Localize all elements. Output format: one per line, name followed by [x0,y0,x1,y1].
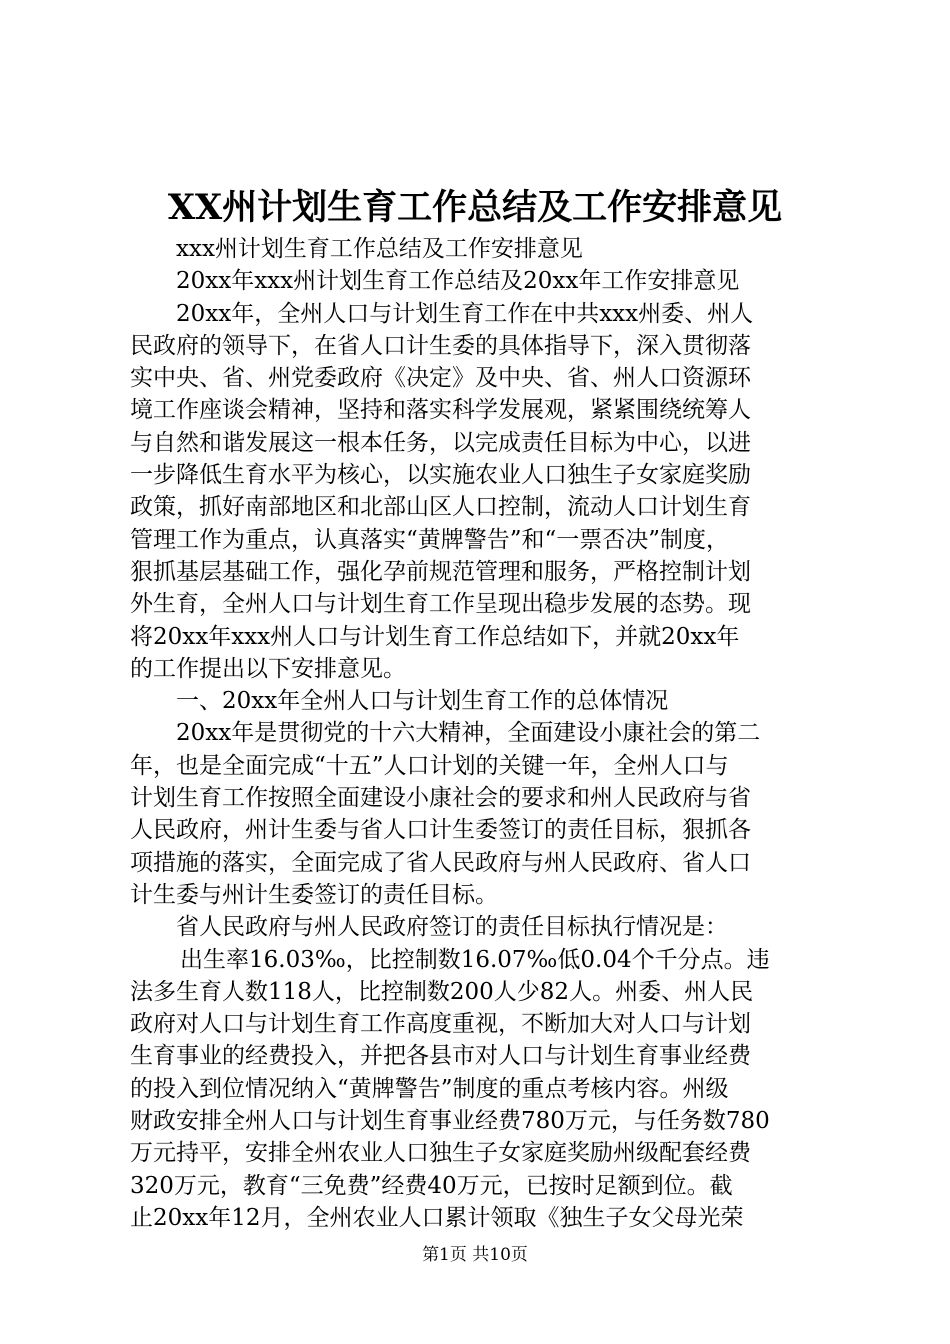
body-line: 的工作提出以下安排意见。 [130,655,406,682]
body-line: 项措施的落实，全面完成了省人民政府与州人民政府、省人口 [130,849,751,876]
body-line: 民政府的领导下，在省人口计生委的具体指导下，深入贯彻落 [130,332,751,359]
body-line: 止20xx年12月，全州农业人口累计领取《独生子女父母光荣 [130,1204,744,1231]
body-line: 与自然和谐发展这一根本任务，以完成责任目标为中心，以进 [130,429,751,456]
body-line: 将20xx年xxx州人口与计划生育工作总结如下，并就20xx年 [130,623,740,650]
body-line: 一步降低生育水平为核心，以实施农业人口独生子女家庭奖励 [130,462,751,489]
body-line: xxx州计划生育工作总结及工作安排意见 [176,236,583,262]
body-line: 法多生育人数118人，比控制数200人少82人。州委、州人民 [130,978,754,1005]
body-line: 政策，抓好南部地区和北部山区人口控制，流动人口计划生育 [130,494,751,521]
document-body [130,233,830,1234]
body-line: 计划生育工作按照全面建设小康社会的要求和州人民政府与省 [130,785,751,812]
document-title: XX州计划生育工作总结及工作安排意见 [167,187,783,228]
body-line: 实中央、省、州党委政府《决定》及中央、省、州人口资源环 [130,365,751,392]
body-line: 20xx年xxx州计划生育工作总结及20xx年工作安排意见 [176,268,740,295]
body-line: 省人民政府与州人民政府签订的责任目标执行情况是： [176,914,728,941]
body-line: 20xx年是贯彻党的十六大精神，全面建设小康社会的第二 [176,720,761,747]
page-footer: 第1页 共10页 [422,1245,528,1265]
body-line: 年，也是全面完成“十五”人口计划的关键一年，全州人口与 [130,752,729,779]
body-line: 计生委与州计生委签订的责任目标。 [130,881,498,908]
body-line: 管理工作为重点，认真落实“黄牌警告”和“一票否决”制度， [130,526,730,553]
body-line: 人民政府，州计生委与省人口计生委签订的责任目标，狠抓各 [130,817,751,844]
body-line: 财政安排全州人口与计划生育事业经费780万元，与任务数780 [130,1108,770,1135]
body-line: 万元持平，安排全州农业人口独生子女家庭奖励州级配套经费 [130,1140,751,1167]
body-line: 政府对人口与计划生育工作高度重视，不断加大对人口与计划 [130,1011,751,1038]
body-line: 的投入到位情况纳入“黄牌警告”制度的重点考核内容。州级 [130,1075,729,1102]
body-line: 20xx年，全州人口与计划生育工作在中共xxx州委、州人 [176,300,754,327]
section-heading: 一、20xx年全州人口与计划生育工作的总体情况 [176,688,669,715]
body-line: 出生率16.03‰，比控制数16.07‰低0.04个千分点。违 [180,946,770,973]
body-line: 外生育，全州人口与计划生育工作呈现出稳步发展的态势。现 [130,591,751,618]
body-line: 320万元，教育“三免费”经费40万元，已按时足额到位。截 [130,1172,733,1199]
body-line: 生育事业的经费投入，并把各县市对人口与计划生育事业经费 [130,1043,751,1070]
body-line: 狠抓基层基础工作，强化孕前规范管理和服务，严格控制计划 [130,558,751,585]
body-line: 境工作座谈会精神，坚持和落实科学发展观，紧紧围绕统筹人 [130,397,751,424]
